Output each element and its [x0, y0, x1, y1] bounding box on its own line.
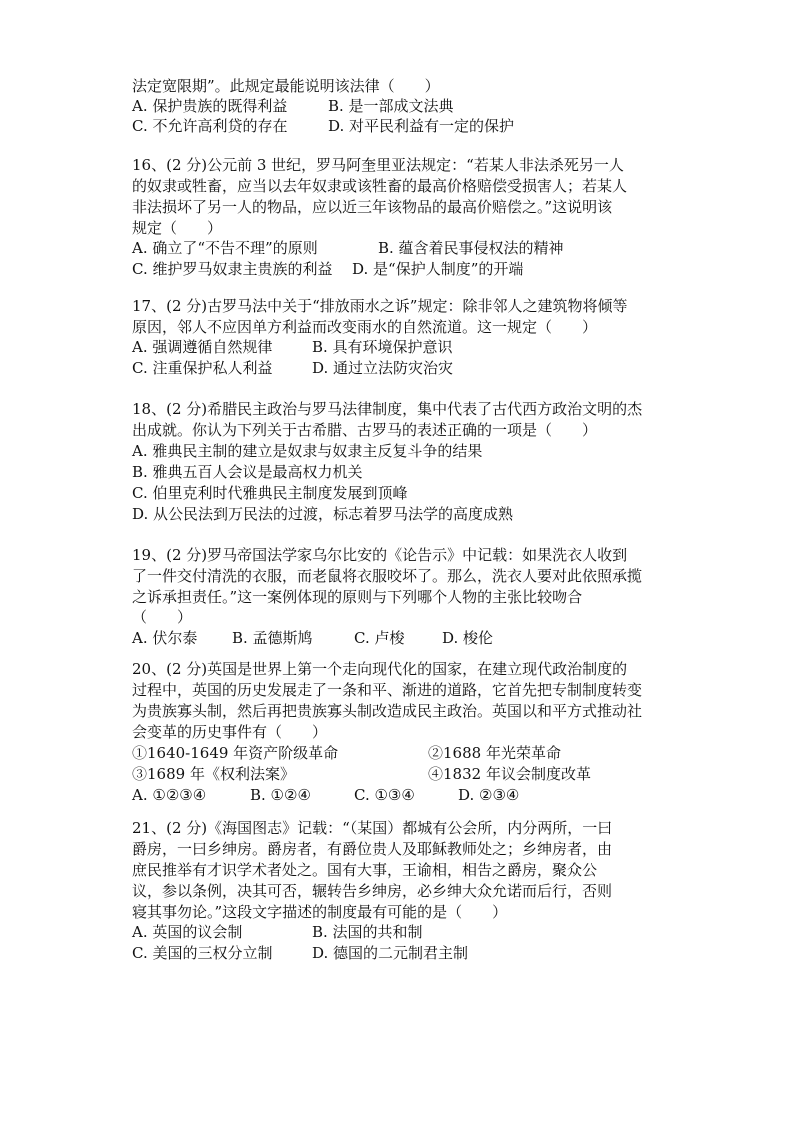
option-a[interactable]: A. 强调遵循自然规律: [132, 338, 273, 356]
option-a[interactable]: A. 伏尔泰: [132, 629, 198, 647]
option-c[interactable]: C. 维护罗马奴隶主贵族的利益: [132, 260, 333, 278]
question-stem-line: 出成就。你认为下列关于古希腊、古罗马的表述正确的一项是（ ）: [132, 421, 598, 439]
option-d[interactable]: D. 梭伦: [442, 629, 494, 647]
option-b[interactable]: B. 雅典五百人会议是最高权力机关: [132, 463, 363, 481]
question-stem-line: 16、(2 分)公元前 3 世纪，罗马阿奎里亚法规定：“若某人非法杀死另一人: [132, 156, 624, 174]
question-stem-line: 21、(2 分)《海国图志》记载：“（某国）都城有公会所，内分两所，一曰: [132, 819, 613, 837]
option-c[interactable]: C. 注重保护私人利益: [132, 359, 273, 377]
question-stem-line: 之诉承担责任。”这一案例体现的原则与下列哪个人物的主张比较吻合: [132, 588, 583, 606]
option-row: [132, 504, 514, 524]
event-row: [132, 764, 591, 784]
option-a[interactable]: A. 确立了“不告不理”的原则: [132, 239, 318, 257]
question-stem-line: 法定宽限期”。此规定最能说明该法律（ ）: [132, 77, 440, 95]
option-d[interactable]: D. 通过立法防灾治灾: [312, 359, 454, 377]
option-b[interactable]: B. 孟德斯鸠: [232, 629, 313, 647]
option-a[interactable]: A. ①②③④: [132, 786, 207, 804]
option-row: [132, 462, 363, 482]
option-c[interactable]: C. 美国的三权分立制: [132, 944, 273, 962]
question-stem-line: 非法损坏了另一人的物品，应以近三年该物品的最高价赔偿之。”这说明该: [132, 198, 613, 216]
option-b[interactable]: B. 是一部成文法典: [328, 97, 454, 115]
question-stem-line: 为贵族寡头制，然后再把贵族寡头制改造成民主政治。英国以和平方式推动社: [132, 702, 643, 720]
option-row: [132, 943, 469, 963]
option-row: [132, 358, 454, 378]
option-b[interactable]: B. ①②④: [250, 786, 311, 804]
option-d[interactable]: D. ②③④: [458, 786, 520, 804]
question-stem-line: 庶民推举有才识学术者处之。国有大事，王谕相，相告之爵房，聚众公: [132, 861, 598, 879]
question-stem-line: 17、(2 分)古罗马法中关于“排放雨水之诉”规定：除非邻人之建筑物将倾等: [132, 297, 628, 315]
option-row: [132, 628, 494, 648]
option-row: [132, 785, 520, 805]
option-b[interactable]: B. 具有环境保护意识: [312, 338, 453, 356]
question-stem-line: 的奴隶或牲畜，应当以去年奴隶或该牲畜的最高价格赔偿受损害人；若某人: [132, 177, 628, 195]
option-row: [132, 96, 454, 116]
option-b[interactable]: B. 法国的共和制: [312, 923, 423, 941]
option-c[interactable]: C. 伯里克利时代雅典民主制度发展到顶峰: [132, 484, 408, 502]
event-item: ④1832 年议会制度改革: [428, 765, 591, 783]
question-stem-line: 爵房，一曰乡绅房。爵房者，有爵位贵人及耶稣教师处之；乡绅房者，由: [132, 840, 613, 858]
option-d[interactable]: D. 是“保护人制度”的开端: [352, 260, 524, 278]
question-stem-line: 议，参以条例，决其可否，辗转告乡绅房，必乡绅大众允诺而后行，否则: [132, 882, 613, 900]
question-stem-line: （ ）: [132, 608, 193, 626]
option-d[interactable]: D. 从公民法到万民法的过渡，标志着罗马法学的高度成熟: [132, 505, 514, 523]
option-row: [132, 922, 423, 942]
option-d[interactable]: D. 德国的二元制君主制: [312, 944, 469, 962]
option-c[interactable]: C. ①③④: [354, 786, 415, 804]
option-row: [132, 337, 453, 357]
option-b[interactable]: B. 蕴含着民事侵权法的精神: [378, 239, 564, 257]
option-row: [132, 483, 408, 503]
event-item: ②1688 年光荣革命: [428, 744, 561, 762]
question-stem-line: 19、(2 分)罗马帝国法学家乌尔比安的《论告示》中记载：如果洗衣人收到: [132, 546, 628, 564]
option-c[interactable]: C. 不允许高利贷的存在: [132, 117, 288, 135]
question-stem-line: 原因，邻人不应因单方利益而改变雨水的自然流道。这一规定（ ）: [132, 318, 598, 336]
option-row: [132, 259, 524, 279]
question-stem-line: 过程中，英国的历史发展走了一条和平、渐进的道路，它首先把专制制度转变: [132, 681, 643, 699]
option-row: [132, 116, 515, 136]
question-stem-line: 会变革的历史事件有（ ）: [132, 723, 328, 741]
event-item: ③1689 年《权利法案》: [132, 765, 295, 783]
option-c[interactable]: C. 卢梭: [354, 629, 405, 647]
question-stem-line: 18、(2 分)希腊民主政治与罗马法律制度，集中代表了古代西方政治文明的杰: [132, 400, 643, 418]
question-stem-line: 20、(2 分)英国是世界上第一个走向现代化的国家，在建立现代政治制度的: [132, 660, 628, 678]
question-stem-line: 了一件交付清洗的衣服，而老鼠将衣服咬坏了。那么，洗衣人要对此依照承揽: [132, 567, 643, 585]
event-row: [132, 743, 561, 763]
option-row: [132, 238, 564, 258]
option-a[interactable]: A. 雅典民主制的建立是奴隶与奴隶主反复斗争的结果: [132, 442, 483, 460]
question-stem-line: 寝其事勿论。”这段文字描述的制度最有可能的是（ ）: [132, 903, 508, 921]
option-row: [132, 441, 483, 461]
option-a[interactable]: A. 英国的议会制: [132, 923, 243, 941]
question-stem-line: 规定（ ）: [132, 219, 223, 237]
event-item: ①1640-1649 年资产阶级革命: [132, 744, 339, 762]
option-d[interactable]: D. 对平民利益有一定的保护: [328, 117, 515, 135]
option-a[interactable]: A. 保护贵族的既得利益: [132, 97, 288, 115]
